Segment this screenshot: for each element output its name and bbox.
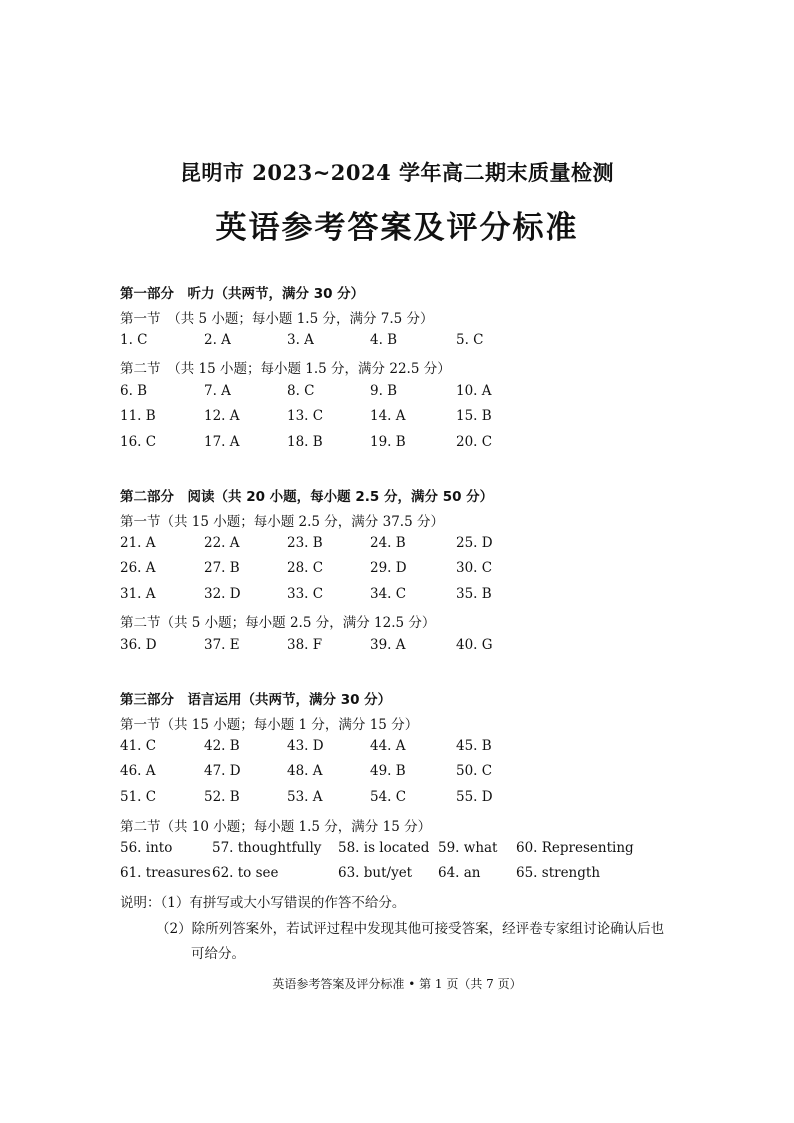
answer-cell: 11. B bbox=[120, 408, 156, 425]
answer-cell: 15. B bbox=[456, 408, 492, 425]
answer-cell: 41. C bbox=[120, 738, 157, 754]
answer-cell: 65. strength bbox=[516, 865, 601, 882]
part1-sec1-heading: 第一节 （共 5 小题；每小题 1.5 分，满分 7.5 分） bbox=[120, 311, 434, 327]
answer-cell: 49. B bbox=[370, 763, 406, 780]
answer-row bbox=[0, 840, 794, 860]
answer-cell: 9. B bbox=[370, 383, 398, 399]
answer-cell: 4. B bbox=[370, 332, 398, 348]
answer-cell: 25. D bbox=[456, 535, 493, 551]
part3-heading: 第三部分 语言运用（共两节，满分 30 分） bbox=[120, 692, 392, 708]
answer-cell: 14. A bbox=[370, 408, 406, 425]
answer-cell: 48. A bbox=[287, 763, 323, 780]
answer-cell: 19. B bbox=[370, 433, 406, 450]
answer-cell: 55. D bbox=[456, 788, 493, 805]
answer-cell: 63. but/yet bbox=[338, 865, 413, 882]
answer-cell: 34. C bbox=[370, 585, 407, 602]
answer-row bbox=[0, 637, 794, 657]
answer-cell: 27. B bbox=[204, 560, 240, 577]
answer-cell: 29. D bbox=[370, 560, 407, 577]
answer-cell: 50. C bbox=[456, 763, 493, 780]
note-1: （1）有拼写或大小写错误的作答不给分。 bbox=[160, 895, 406, 911]
note-2-line-1: （2）除所列答案外，若试评过程中发现其他可接受答案，经评卷专家组讨论确认后也 bbox=[156, 921, 665, 937]
part2-sec1-heading: 第一节（共 15 小题；每小题 2.5 分，满分 37.5 分） bbox=[120, 514, 444, 530]
answer-cell: 7. A bbox=[204, 383, 231, 399]
page-footer: 英语参考答案及评分标准 • 第 1 页（共 7 页） bbox=[272, 977, 522, 991]
answer-row bbox=[0, 383, 794, 403]
part2-sec2-heading: 第二节（共 5 小题；每小题 2.5 分，满分 12.5 分） bbox=[120, 615, 436, 631]
answer-row bbox=[0, 408, 794, 428]
answer-cell: 35. B bbox=[456, 585, 492, 602]
answer-cell: 16. C bbox=[120, 433, 157, 450]
answer-cell: 36. D bbox=[120, 637, 157, 653]
answer-cell: 8. C bbox=[287, 383, 315, 399]
answer-cell: 42. B bbox=[204, 738, 240, 754]
answer-cell: 51. C bbox=[120, 788, 157, 805]
answer-cell: 12. A bbox=[204, 408, 240, 425]
answer-cell: 18. B bbox=[287, 433, 323, 450]
answer-cell: 6. B bbox=[120, 383, 148, 399]
answer-cell: 38. F bbox=[287, 637, 323, 653]
answer-cell: 56. into bbox=[120, 840, 173, 856]
answer-cell: 31. A bbox=[120, 585, 156, 602]
answer-cell: 10. A bbox=[456, 383, 492, 399]
notes-line-1 bbox=[120, 891, 405, 911]
answer-cell: 47. D bbox=[204, 763, 241, 780]
answer-cell: 13. C bbox=[287, 408, 324, 425]
answer-cell: 57. thoughtfully bbox=[212, 840, 322, 856]
answer-cell: 64. an bbox=[438, 865, 481, 882]
answer-cell: 24. B bbox=[370, 535, 406, 551]
answer-row bbox=[0, 738, 794, 758]
answer-cell: 61. treasures bbox=[120, 865, 211, 882]
answer-row bbox=[0, 865, 794, 885]
answer-cell: 3. A bbox=[287, 332, 314, 348]
note-2-line-2: 可给分。 bbox=[191, 946, 245, 962]
answer-cell: 44. A bbox=[370, 738, 406, 754]
answer-cell: 59. what bbox=[438, 840, 498, 856]
answer-row bbox=[0, 789, 794, 809]
answer-cell: 20. C bbox=[456, 433, 493, 450]
answer-cell: 22. A bbox=[204, 535, 240, 551]
answer-row bbox=[0, 586, 794, 606]
part1-sec2-heading: 第二节 （共 15 小题；每小题 1.5 分，满分 22.5 分） bbox=[120, 361, 451, 377]
answer-cell: 37. E bbox=[204, 637, 240, 653]
answer-cell: 60. Representing bbox=[516, 840, 634, 856]
answer-cell: 1. C bbox=[120, 332, 148, 348]
answer-row bbox=[0, 434, 794, 454]
part3-sec1-heading: 第一节（共 15 小题；每小题 1 分，满分 15 分） bbox=[120, 717, 419, 733]
answer-cell: 43. D bbox=[287, 738, 324, 754]
answer-cell: 54. C bbox=[370, 788, 407, 805]
answer-cell: 23. B bbox=[287, 535, 323, 551]
answer-cell: 21. A bbox=[120, 535, 156, 551]
answer-cell: 17. A bbox=[204, 433, 240, 450]
answer-cell: 58. is located bbox=[338, 840, 430, 856]
answer-cell: 53. A bbox=[287, 788, 323, 805]
part2-heading: 第二部分 阅读（共 20 小题，每小题 2.5 分，满分 50 分） bbox=[120, 489, 494, 505]
part3-sec2-heading: 第二节（共 10 小题；每小题 1.5 分，满分 15 分） bbox=[120, 819, 432, 835]
answer-cell: 33. C bbox=[287, 585, 324, 602]
answer-row bbox=[0, 535, 794, 555]
document-title: 昆明市 2023~2024 学年高二期末质量检测 bbox=[179, 160, 615, 185]
notes-label: 说明： bbox=[120, 895, 161, 911]
answer-cell: 40. G bbox=[456, 637, 493, 653]
answer-cell: 62. to see bbox=[212, 865, 279, 882]
answer-row bbox=[0, 763, 794, 783]
answer-cell: 32. D bbox=[204, 585, 241, 602]
answer-cell: 28. C bbox=[287, 560, 324, 577]
answer-cell: 30. C bbox=[456, 560, 493, 577]
answer-cell: 46. A bbox=[120, 763, 156, 780]
answer-row bbox=[0, 332, 794, 352]
answer-cell: 2. A bbox=[204, 332, 231, 348]
answer-cell: 5. C bbox=[456, 332, 484, 348]
answer-cell: 39. A bbox=[370, 637, 406, 653]
answer-cell: 45. B bbox=[456, 738, 492, 754]
answer-row bbox=[0, 560, 794, 580]
answer-cell: 52. B bbox=[204, 788, 240, 805]
answer-cell: 26. A bbox=[120, 560, 156, 577]
document-subtitle: 英语参考答案及评分标准 bbox=[215, 210, 579, 246]
part1-heading: 第一部分 听力（共两节，满分 30 分） bbox=[120, 286, 365, 302]
